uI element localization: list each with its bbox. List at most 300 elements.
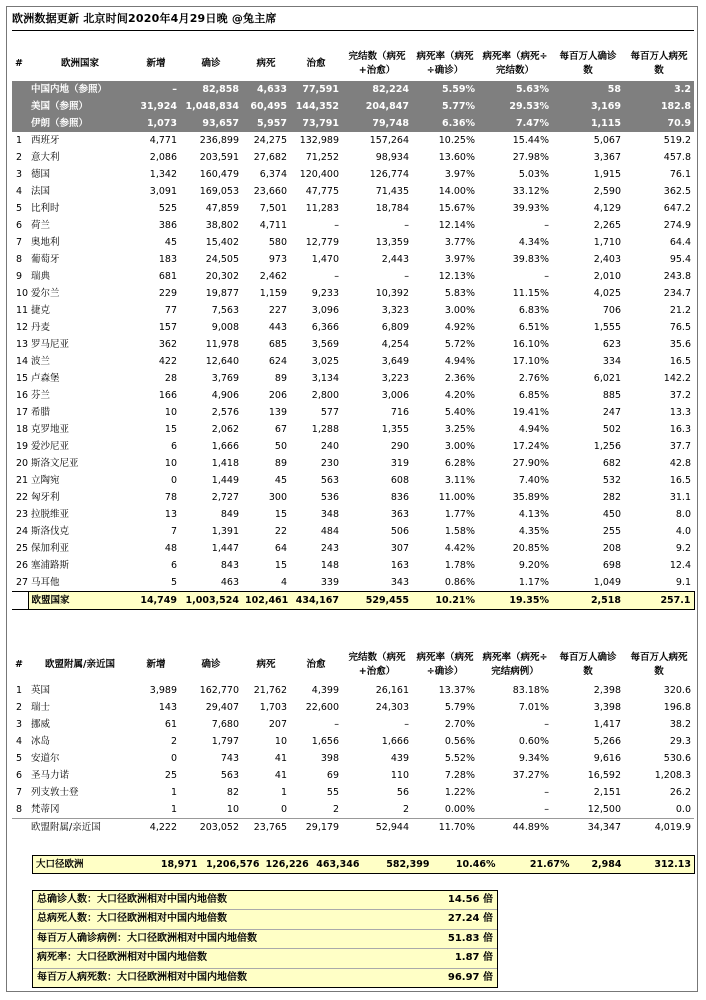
table-cell: 希腊	[31, 407, 51, 418]
table-cell: 126,774	[369, 169, 409, 180]
table-cell: 19	[16, 441, 28, 452]
table-cell: 5.52%	[444, 753, 475, 764]
table-cell: 706	[602, 305, 621, 316]
table-cell: 1,073	[132, 115, 180, 132]
table-cell: 3,323	[381, 305, 409, 316]
table-cell: 144,352	[290, 98, 342, 115]
table-cell: 29,179	[290, 819, 342, 837]
table-cell: 23,765	[242, 819, 290, 837]
table-cell: 45	[164, 237, 177, 248]
table-cell: 682	[602, 458, 621, 469]
table-cell: 532	[602, 475, 621, 486]
table-cell: 5.77%	[412, 98, 478, 115]
table-cell: 15,402	[205, 237, 239, 248]
table-cell: 意大利	[31, 152, 60, 163]
summary-label: 总病死人数：大口径欧洲相对中国内地倍数	[37, 913, 227, 925]
table-cell: 142.2	[663, 373, 691, 384]
table-cell: 1,048,834	[180, 98, 242, 115]
table-cell: 312.13	[625, 856, 695, 874]
table-cell: 563	[220, 770, 239, 781]
table-cell: 885	[602, 390, 621, 401]
table-cell: 29.3	[669, 736, 691, 747]
europe-total-row	[33, 856, 695, 874]
reference-row	[12, 98, 694, 115]
table-cell: 瑞士	[31, 702, 51, 713]
table-cell: 82	[226, 787, 239, 798]
table-cell: 15	[164, 424, 177, 435]
table-row	[12, 733, 694, 750]
table-cell: 41	[274, 753, 287, 764]
table-cell: 1,342	[149, 169, 177, 180]
table-cell: 英国	[31, 685, 51, 696]
table-cell: 227	[268, 305, 287, 316]
table-cell: 386	[158, 220, 177, 231]
table-cell: 10	[274, 736, 287, 747]
table-cell: 9.2	[675, 543, 691, 554]
table-cell: 2,518	[552, 592, 624, 610]
table-cell: 10.21%	[412, 592, 478, 610]
table-cell: 3.2	[624, 81, 694, 98]
column-header: #	[15, 659, 23, 670]
table-cell: 319	[390, 458, 409, 469]
table-cell: 73,791	[290, 115, 342, 132]
table-cell: 93,657	[180, 115, 242, 132]
table-cell: 4,399	[311, 685, 339, 696]
table-cell: 16,592	[587, 770, 621, 781]
summary-label: 病死率：大口径欧洲相对中国内地倍数	[37, 952, 207, 964]
table-cell: 1,159	[259, 288, 287, 299]
table-cell: 1	[16, 685, 23, 696]
table-row	[12, 699, 694, 716]
table-cell: 1,470	[311, 254, 339, 265]
table-cell: 3,169	[552, 98, 624, 115]
table-cell: 300	[268, 492, 287, 503]
table-cell: 5.40%	[444, 407, 475, 418]
table-cell: 1,656	[311, 736, 339, 747]
table-cell: 24,505	[205, 254, 239, 265]
table-cell: 12	[16, 322, 28, 333]
table-cell: 1,447	[211, 543, 239, 554]
table-cell: 247	[602, 407, 621, 418]
table-cell: 10	[16, 288, 28, 299]
table-cell: 182.8	[624, 98, 694, 115]
table-cell: 0	[280, 804, 287, 815]
table-cell: 64	[274, 543, 287, 554]
table-cell: 230	[320, 458, 339, 469]
table-cell: 葡萄牙	[31, 254, 60, 265]
table-cell	[12, 592, 28, 610]
table-cell: 9.34%	[518, 753, 549, 764]
table-cell: 2,062	[211, 424, 239, 435]
table-cell: 1,256	[593, 441, 621, 452]
table-cell: 4,633	[242, 81, 290, 98]
table-cell: 243.8	[663, 271, 691, 282]
table-row	[12, 540, 694, 557]
table-row	[12, 404, 694, 421]
table-cell: 82,858	[180, 81, 242, 98]
table-row	[12, 574, 694, 592]
table-cell: 4	[16, 736, 23, 747]
table-cell: 3.00%	[444, 441, 475, 452]
table-cell: 3,025	[311, 356, 339, 367]
table-cell: 132,989	[299, 135, 339, 146]
table-cell: 5.03%	[518, 169, 549, 180]
table-cell: 3,989	[149, 685, 177, 696]
associated-total-row	[12, 819, 694, 837]
table-cell: 20	[16, 458, 28, 469]
table-cell: 12,779	[305, 237, 339, 248]
table-cell: 2	[332, 804, 339, 815]
table-cell: 525	[158, 203, 177, 214]
table-cell: 1	[170, 804, 177, 815]
table-cell: 27	[16, 577, 28, 588]
table-cell: 38,802	[205, 220, 239, 231]
table-cell: 1.77%	[444, 509, 475, 520]
table-cell: 14,749	[132, 592, 180, 610]
summary-label: 每百万人病死数：大口径欧洲相对中国内地倍数	[37, 971, 247, 983]
table-cell: 23	[16, 509, 28, 520]
table-cell: 15.44%	[512, 135, 549, 146]
table-row	[12, 801, 694, 819]
table-cell: 1,703	[259, 702, 287, 713]
table-cell: 拉脱维亚	[31, 509, 70, 520]
table-row	[12, 353, 694, 370]
table-cell: 0.60%	[518, 736, 549, 747]
table-cell: 18,971	[153, 856, 201, 874]
europe-total-table	[32, 855, 695, 874]
table-cell: 11,283	[305, 203, 339, 214]
summary-row	[33, 910, 497, 929]
table-cell: 1,391	[211, 526, 239, 537]
table-cell: 7	[16, 787, 23, 798]
table-cell: 139	[268, 407, 287, 418]
title-divider	[12, 30, 694, 31]
table-cell: 0.86%	[444, 577, 475, 588]
table-cell: 匈牙利	[31, 492, 60, 503]
table-cell: 16.3	[669, 424, 691, 435]
table-cell: 76.1	[669, 169, 691, 180]
table-row	[12, 716, 694, 733]
table-cell: 22	[274, 526, 287, 537]
table-cell: 20.85%	[512, 543, 549, 554]
table-cell: 506	[390, 526, 409, 537]
table-cell: 160,479	[199, 169, 239, 180]
table-row	[12, 387, 694, 404]
table-cell: 18	[16, 424, 28, 435]
summary-value: 96.97 倍	[447, 971, 493, 983]
table-cell: 1,115	[552, 115, 624, 132]
table-cell: 14	[16, 356, 28, 367]
table-cell: 28	[164, 373, 177, 384]
table-cell: 10	[164, 458, 177, 469]
table-cell: 伊朗（参照）	[28, 115, 132, 132]
table-cell: 13.60%	[438, 152, 475, 163]
table-cell: 2	[402, 804, 409, 815]
table-cell: 61	[164, 719, 177, 730]
table-cell: 34,347	[552, 819, 624, 837]
table-cell: 8	[16, 804, 23, 815]
column-header: 欧盟附属/亲近国	[45, 659, 115, 670]
table-cell: 3,223	[381, 373, 409, 384]
table-cell: 7,563	[211, 305, 239, 316]
table-row	[12, 767, 694, 784]
table-cell: 530.6	[663, 753, 691, 764]
table-cell: 608	[390, 475, 409, 486]
table-cell: 1,797	[211, 736, 239, 747]
table-cell: 爱沙尼亚	[31, 441, 70, 452]
table-cell: 362	[158, 339, 177, 350]
table-cell: 3.11%	[444, 475, 475, 486]
table-cell: 79,748	[342, 115, 412, 132]
table-cell: 塞浦路斯	[31, 560, 70, 571]
table-cell: 257.1	[624, 592, 694, 610]
table-cell: 2,398	[593, 685, 621, 696]
table-cell: 71,252	[305, 152, 339, 163]
table-cell: 9	[16, 271, 23, 282]
table-cell: 398	[320, 753, 339, 764]
table-cell: 4.92%	[444, 322, 475, 333]
column-header: 每百万人确诊数	[559, 51, 617, 76]
table-cell: 18,784	[375, 203, 409, 214]
table-cell: 7,680	[211, 719, 239, 730]
table-cell: 波兰	[31, 356, 51, 367]
table-cell: 463,346	[311, 856, 363, 874]
table-cell: –	[544, 804, 549, 815]
table-cell: 15	[16, 373, 28, 384]
table-cell: –	[544, 271, 549, 282]
table-cell: 中国内地（参照）	[28, 81, 132, 98]
table-cell: 439	[390, 753, 409, 764]
table-cell: 6,374	[259, 169, 287, 180]
table-cell: 5.79%	[444, 702, 475, 713]
table-cell: 2,984	[573, 856, 625, 874]
table-cell: 19.35%	[478, 592, 552, 610]
table-row	[12, 268, 694, 285]
table-cell: 2,576	[211, 407, 239, 418]
table-cell: 5	[16, 203, 23, 214]
summary-label: 每百万人确诊病例：大口径欧洲相对中国内地倍数	[37, 932, 257, 944]
table-cell: 5.83%	[444, 288, 475, 299]
column-header: 新增	[146, 659, 166, 670]
table-cell: 3,134	[311, 373, 339, 384]
table-cell: 31,924	[132, 98, 180, 115]
table-cell: 1,208.3	[654, 770, 691, 781]
table-cell: 484	[320, 526, 339, 537]
table-cell: 7,501	[259, 203, 287, 214]
table-cell: 457.8	[663, 152, 691, 163]
table-row	[12, 455, 694, 472]
table-cell: 4,025	[593, 288, 621, 299]
table-cell: 25	[16, 543, 28, 554]
summary-row	[33, 969, 497, 987]
table-cell: 26	[16, 560, 28, 571]
table-cell: 39.93%	[512, 203, 549, 214]
table-cell: 21	[16, 475, 28, 486]
table-cell: 1,449	[211, 475, 239, 486]
table-cell: 89	[274, 458, 287, 469]
table-cell: 13,359	[375, 237, 409, 248]
table-row	[12, 183, 694, 200]
table-cell: –	[334, 220, 339, 231]
table-cell: 4	[280, 577, 287, 588]
table-cell: 78	[164, 492, 177, 503]
table-cell: 10	[164, 407, 177, 418]
table-cell: 17	[16, 407, 28, 418]
table-cell: 3,091	[149, 186, 177, 197]
table-cell: 3	[16, 719, 23, 730]
table-row	[12, 251, 694, 268]
table-cell: 348	[320, 509, 339, 520]
column-header: 病死率（病死÷完结病例）	[482, 652, 548, 677]
table-cell: 1,666	[381, 736, 409, 747]
table-cell: 24	[16, 526, 28, 537]
table-cell: 1	[170, 787, 177, 798]
table-row	[12, 682, 694, 699]
table-cell: 229	[158, 288, 177, 299]
table-cell: 斯洛伐克	[31, 526, 70, 537]
table-cell: 奥地利	[31, 237, 60, 248]
table-cell: 647.2	[663, 203, 691, 214]
table-cell: 77	[164, 305, 177, 316]
table-cell: 10.46%	[433, 856, 499, 874]
table-row	[12, 319, 694, 336]
table-cell: 挪威	[31, 719, 51, 730]
table-row	[12, 472, 694, 489]
table-cell: 1,710	[593, 237, 621, 248]
table-cell: 10.25%	[438, 135, 475, 146]
column-header: 完结数（病死+治愈）	[348, 652, 406, 677]
table-cell: 5,957	[242, 115, 290, 132]
table-cell: 203,052	[180, 819, 242, 837]
table-cell: 5	[170, 577, 177, 588]
table-cell: 422	[158, 356, 177, 367]
table-cell: 10,392	[375, 288, 409, 299]
column-header: 欧洲国家	[60, 58, 99, 69]
table-cell: 5,266	[593, 736, 621, 747]
table-cell: 7.40%	[518, 475, 549, 486]
table-cell: 3,096	[311, 305, 339, 316]
table-cell: 芬兰	[31, 390, 51, 401]
table-cell: 836	[390, 492, 409, 503]
table-cell: 52,944	[342, 819, 412, 837]
table-cell: 89	[274, 373, 287, 384]
table-cell: 843	[220, 560, 239, 571]
table-cell: 卢森堡	[31, 373, 60, 384]
table-cell: 丹麦	[31, 322, 51, 333]
table-cell: 2,800	[311, 390, 339, 401]
table-cell: 102,461	[242, 592, 290, 610]
table-cell: 4.35%	[518, 526, 549, 537]
table-cell: 8	[16, 254, 23, 265]
table-cell: 欧盟附属/亲近国	[28, 819, 132, 837]
table-cell: 捷克	[31, 305, 51, 316]
table-cell: 爱尔兰	[31, 288, 60, 299]
table-cell: 7	[16, 237, 23, 248]
table-cell: 70.9	[624, 115, 694, 132]
table-cell: 716	[390, 407, 409, 418]
table-cell: 6	[16, 770, 23, 781]
table-cell: 363	[390, 509, 409, 520]
table-cell: 3,006	[381, 390, 409, 401]
table-cell: 169,053	[199, 186, 239, 197]
table-cell: 37.7	[669, 441, 691, 452]
table-cell: 17.24%	[512, 441, 549, 452]
table-cell	[12, 81, 28, 98]
table-cell: 4,771	[149, 135, 177, 146]
table-row	[12, 302, 694, 319]
table-cell: 2.76%	[518, 373, 549, 384]
table-cell: –	[404, 719, 409, 730]
table-cell: 2.36%	[444, 373, 475, 384]
eu-table	[12, 47, 695, 610]
table-row	[12, 438, 694, 455]
table-cell: 1,555	[593, 322, 621, 333]
table-cell: 2,265	[593, 220, 621, 231]
table-cell: 82,224	[342, 81, 412, 98]
table-cell: 6	[16, 220, 23, 231]
table-cell: 比利时	[31, 203, 60, 214]
table-cell: 450	[602, 509, 621, 520]
table-cell: 7.01%	[518, 702, 549, 713]
table-cell: 37.27%	[512, 770, 549, 781]
column-header: 病死率（病死÷确诊）	[416, 652, 474, 677]
summary-value: 51.83 倍	[447, 932, 493, 944]
table-row	[12, 217, 694, 234]
summary-label: 总确诊人数：大口径欧洲相对中国内地倍数	[37, 894, 227, 905]
table-cell: 274.9	[663, 220, 691, 231]
table-cell: 冰岛	[31, 736, 51, 747]
table-cell: 2.70%	[444, 719, 475, 730]
table-cell: 126,226	[263, 856, 311, 874]
table-row	[12, 370, 694, 387]
table-cell: 1.17%	[518, 577, 549, 588]
table-cell: 11.15%	[512, 288, 549, 299]
table-cell: 529,455	[342, 592, 412, 610]
table-cell: 39.83%	[512, 254, 549, 265]
column-header: 每百万人确诊数	[559, 652, 617, 677]
table-cell: 31.1	[669, 492, 691, 503]
table-cell: 梵蒂冈	[31, 804, 60, 815]
table-cell: 0.0	[675, 804, 691, 815]
table-cell: 434,167	[290, 592, 342, 610]
table-cell: 3,569	[311, 339, 339, 350]
table-cell: 11,978	[205, 339, 239, 350]
table-cell: 4,222	[132, 819, 180, 837]
table-cell: 536	[320, 492, 339, 503]
table-cell: 14.00%	[438, 186, 475, 197]
table-row	[12, 285, 694, 302]
table-row	[12, 523, 694, 540]
page-title: 欧洲数据更新 北京时间2020年4月29日晚 @兔主席	[12, 12, 277, 25]
table-cell: 16.5	[669, 475, 691, 486]
summary-value: 14.56 倍	[447, 894, 493, 905]
table-cell: 9,616	[593, 753, 621, 764]
table-row	[12, 557, 694, 574]
table-cell: 3.97%	[444, 254, 475, 265]
table-cell: 2	[16, 702, 23, 713]
table-cell: 1,003,524	[180, 592, 242, 610]
table-cell: 563	[320, 475, 339, 486]
table-cell: 13.37%	[438, 685, 475, 696]
table-cell: 26.2	[669, 787, 691, 798]
table-row	[12, 489, 694, 506]
table-cell: 240	[320, 441, 339, 452]
table-cell: 334	[602, 356, 621, 367]
table-cell: –	[404, 220, 409, 231]
table-cell: 47,859	[205, 203, 239, 214]
table-cell: 4.13%	[518, 509, 549, 520]
table-cell: 580	[268, 237, 287, 248]
